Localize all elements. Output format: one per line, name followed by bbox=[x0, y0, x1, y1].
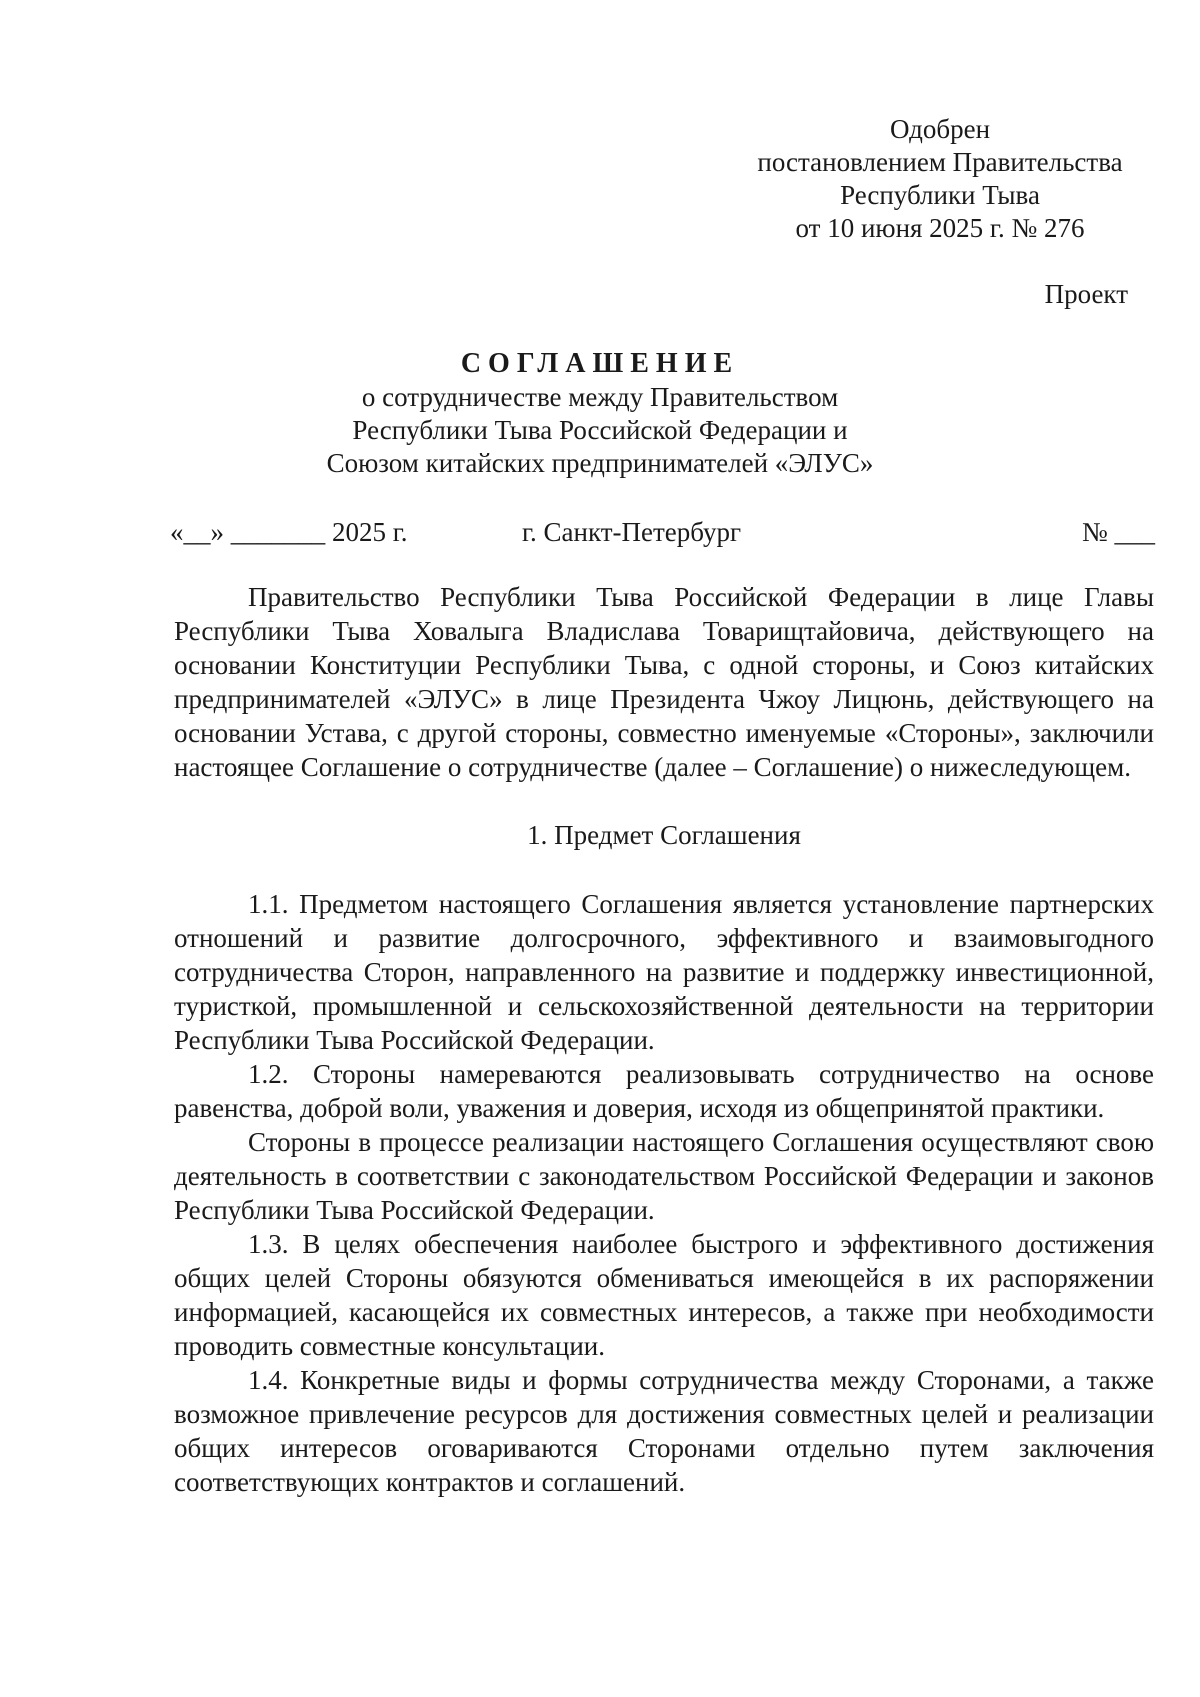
clause-1-3: 1.3. В целях обеспечения наиболее быстрого и эффективного достижения общих целей Стороны обязуются обмениваться имеющейся в их распоряжении информацией, касающейся их совместных интересов, а также при необходимости проводить совместные консультации. bbox=[174, 1229, 1154, 1361]
approval-line-4: от 10 июня 2025 г. № 276 bbox=[795, 213, 1085, 243]
document-city: г. Санкт-Петербург bbox=[522, 517, 742, 547]
approval-stamp bbox=[700, 113, 1180, 245]
document-subtitle-line-3: Союзом китайских предпринимателей «ЭЛУС» bbox=[326, 448, 874, 478]
document-date: «__» _______ 2025 г. bbox=[170, 517, 408, 547]
approval-line-3: Республики Тыва bbox=[840, 180, 1040, 210]
document-number: № ___ bbox=[1081, 517, 1155, 547]
clause-1-4: 1.4. Конкретные виды и формы сотрудничества между Сторонами, а также возможное привлечение ресурсов для достижения совместных целей и реализации общих интересов оговариваются Сторонами отдельно путем заключения соответствующих контрактов и соглашений. bbox=[174, 1365, 1154, 1497]
intro-paragraph: Правительство Республики Тыва Российской Федерации в лице Главы Республики Тыва Ховалыга Владислава Товарищтайовича, действующего на основании Конституции Республики Тыва, с одной стороны, и Союз китайских предпринимателей «ЭЛУС» в лице Президента Чжоу Лицюнь, действующего на основании Устава, с другой стороны, совместно именуемые «Стороны», заключили настоящее Соглашение о сотрудничестве (далее – Соглашение) о нижеследующем. bbox=[174, 582, 1154, 782]
clause-1-2: 1.2. Стороны намереваются реализовывать сотрудничество на основе равенства, доброй воли, уважения и доверия, исходя из общепринятой практики. bbox=[174, 1059, 1154, 1123]
clause-1-2-continued: Стороны в процессе реализации настоящего Соглашения осуществляют свою деятельность в соответствии с законодательством Российской Федерации и законов Республики Тыва Российской Федерации. bbox=[174, 1127, 1154, 1225]
document-subtitle-line-1: о сотрудничестве между Правительством bbox=[361, 382, 839, 412]
project-mark: Проект bbox=[1044, 279, 1128, 309]
approval-line-2: постановлением Правительства bbox=[757, 147, 1123, 177]
document-body bbox=[174, 580, 1154, 1499]
document-title: СОГЛАШЕНИЕ bbox=[460, 348, 740, 379]
document-subtitle-line-2: Республики Тыва Российской Федерации и bbox=[352, 415, 848, 445]
approval-line-1: Одобрен bbox=[889, 114, 991, 144]
document-title-block bbox=[0, 347, 1200, 480]
section-heading-1: 1. Предмет Соглашения bbox=[527, 820, 801, 850]
clause-1-1: 1.1. Предметом настоящего Соглашения является установление партнерских отношений и развитие долгосрочного, эффективного и взаимовыгодного сотрудничества Сторон, направленного на развитие и поддержку инвестиционной, туристкой, промышленной и сельскохозяйственной деятельности на территории Республики Тыва Российской Федерации. bbox=[174, 889, 1154, 1055]
document-meta-line bbox=[170, 516, 1155, 550]
